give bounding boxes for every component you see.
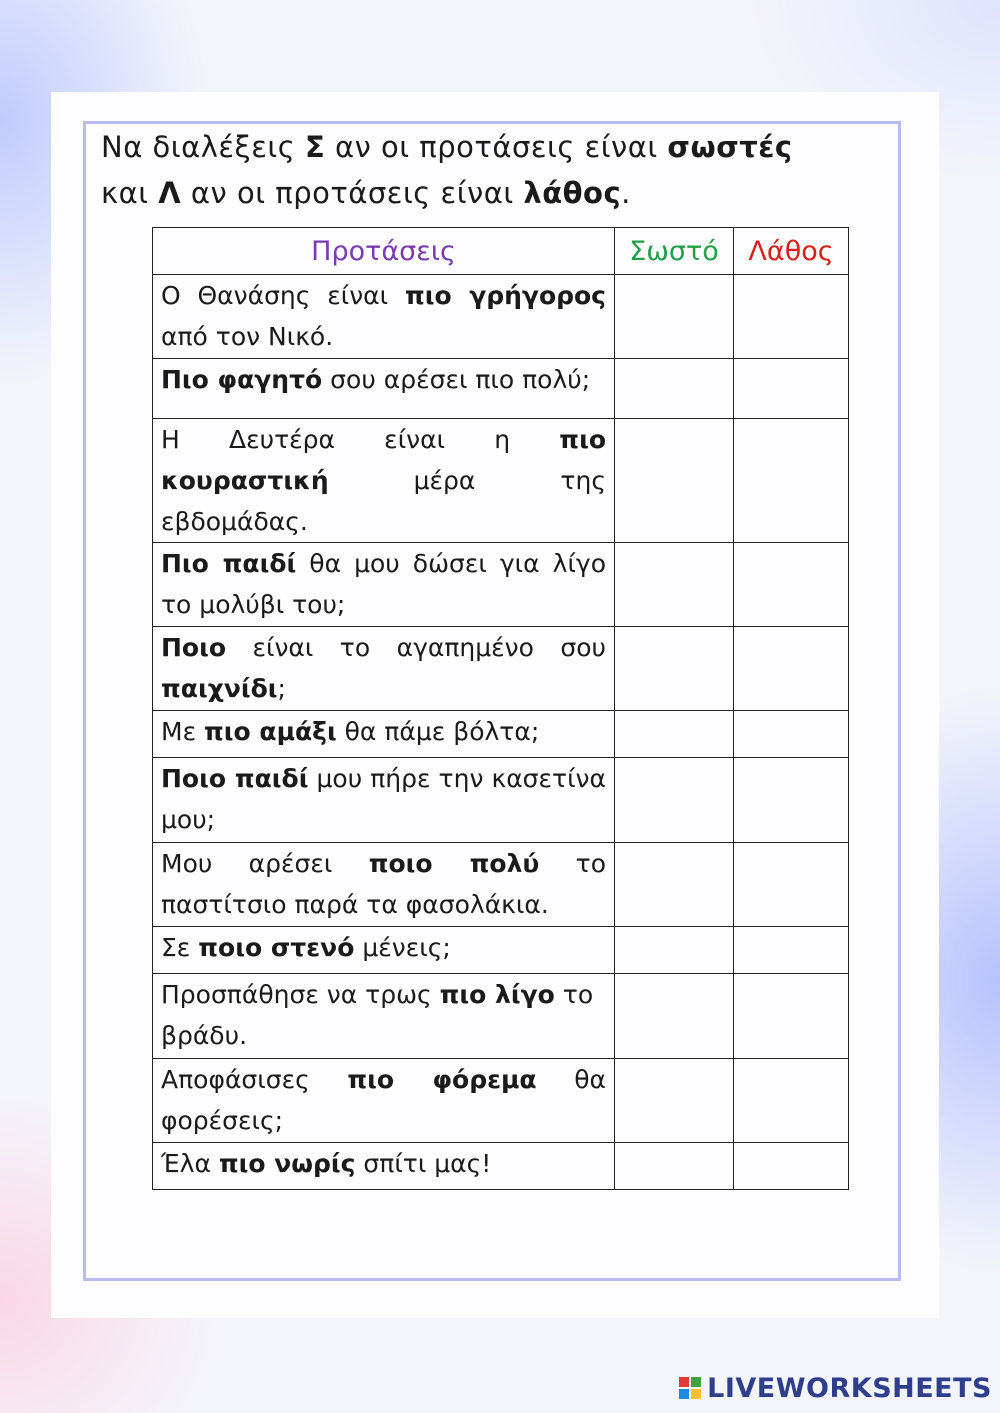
sentence-text: Η Δευτέρα είναι η bbox=[161, 425, 560, 454]
sentence-bold-text: πιο λίγο bbox=[439, 980, 555, 1009]
sentence-bold-text: πιο νωρίς bbox=[218, 1149, 356, 1178]
answer-cell-wrong[interactable] bbox=[734, 543, 849, 627]
sentence-text: θα φορέσεις; bbox=[161, 1065, 606, 1135]
sentence-text: Μου αρέσει bbox=[161, 849, 369, 878]
sentences-table bbox=[152, 227, 849, 1190]
answer-cell-wrong[interactable] bbox=[734, 974, 849, 1059]
answer-cell-wrong[interactable] bbox=[734, 1059, 849, 1143]
sentence-cell bbox=[153, 1143, 615, 1190]
answer-cell-wrong[interactable] bbox=[734, 419, 849, 543]
sentence-text: είναι το αγαπημένο σου bbox=[226, 633, 606, 662]
header-correct: Σωστό bbox=[615, 228, 734, 275]
answer-cell-wrong[interactable] bbox=[734, 927, 849, 974]
answer-cell-correct[interactable] bbox=[615, 275, 734, 359]
liveworksheets-logo bbox=[679, 1371, 992, 1405]
sentence-text: σπίτι μας! bbox=[355, 1149, 492, 1178]
table-row bbox=[153, 1143, 849, 1190]
sentence-text: μέρα της εβδομάδας. bbox=[161, 466, 606, 536]
answer-cell-correct[interactable] bbox=[615, 1059, 734, 1143]
answer-cell-wrong[interactable] bbox=[734, 711, 849, 758]
sentence-bold-text: Ποιο bbox=[161, 633, 227, 662]
sentence-cell bbox=[153, 275, 615, 359]
sentence-cell bbox=[153, 1059, 615, 1143]
table-row bbox=[153, 843, 849, 927]
answer-cell-correct[interactable] bbox=[615, 758, 734, 843]
answer-cell-wrong[interactable] bbox=[734, 758, 849, 843]
instructions bbox=[101, 124, 849, 216]
sentence-bold-text: πιο κουραστική bbox=[161, 425, 606, 495]
sentence-text: το παστίτσιο παρά τα φασολάκια. bbox=[161, 849, 606, 919]
sentence-text: θα μου δώσει για λίγο το μολύβι του; bbox=[161, 549, 606, 619]
sentence-text: Αποφάσισες bbox=[161, 1065, 348, 1094]
sentence-bold-text: παιχνίδι bbox=[161, 674, 278, 703]
table-header-row bbox=[153, 228, 849, 275]
instruction-text: Να διαλέξεις bbox=[101, 130, 305, 164]
instruction-text: αν οι προτάσεις είναι bbox=[181, 176, 524, 210]
header-sentences: Προτάσεις bbox=[153, 228, 615, 275]
answer-cell-correct[interactable] bbox=[615, 843, 734, 927]
sentence-text: Έλα bbox=[161, 1149, 219, 1178]
answer-cell-wrong[interactable] bbox=[734, 627, 849, 711]
sentence-cell bbox=[153, 627, 615, 711]
sentence-bold-text: πιο γρήγορος bbox=[404, 281, 607, 310]
table-row bbox=[153, 927, 849, 974]
answer-cell-correct[interactable] bbox=[615, 543, 734, 627]
sentence-text: μένεις; bbox=[354, 933, 451, 962]
sentence-cell bbox=[153, 843, 615, 927]
instruction-correct-word: σωστές bbox=[667, 130, 793, 164]
answer-cell-wrong[interactable] bbox=[734, 359, 849, 419]
table-row bbox=[153, 974, 849, 1059]
sentence-text: Ο Θανάσης είναι bbox=[161, 281, 405, 310]
instruction-period: . bbox=[621, 176, 631, 210]
sentence-text: Με bbox=[161, 717, 205, 746]
sentence-bold-text: πιο αμάξι bbox=[204, 717, 337, 746]
instruction-text: και bbox=[101, 176, 159, 210]
sentence-text: Προσπάθησε να τρως bbox=[161, 980, 440, 1009]
sentence-bold-text: Ποιο παιδί bbox=[161, 764, 309, 793]
answer-cell-correct[interactable] bbox=[615, 1143, 734, 1190]
sentence-text: από τον Νικό. bbox=[161, 322, 334, 351]
sentence-text: σου αρέσει πιο πολύ; bbox=[322, 365, 591, 394]
sentence-text: μου πήρε την κασετίνα μου; bbox=[161, 764, 606, 834]
table-row bbox=[153, 1059, 849, 1143]
header-wrong: Λάθος bbox=[734, 228, 849, 275]
sentence-text: ; bbox=[277, 674, 286, 703]
instruction-lambda: Λ bbox=[158, 176, 182, 210]
sentence-cell bbox=[153, 711, 615, 758]
liveworksheets-logo-icon bbox=[679, 1377, 701, 1399]
table-row bbox=[153, 711, 849, 758]
sentence-cell bbox=[153, 927, 615, 974]
instruction-wrong-word: λάθος bbox=[523, 176, 622, 210]
sentence-text: το βράδυ. bbox=[161, 980, 594, 1050]
sentence-bold-text: Πιο φαγητό bbox=[161, 365, 323, 394]
sentence-text: Σε bbox=[161, 933, 199, 962]
instruction-text: αν οι προτάσεις είναι bbox=[325, 130, 668, 164]
answer-cell-correct[interactable] bbox=[615, 974, 734, 1059]
sentence-bold-text: πιο φόρεμα bbox=[347, 1065, 537, 1094]
answer-cell-wrong[interactable] bbox=[734, 275, 849, 359]
sentence-cell bbox=[153, 543, 615, 627]
sentence-bold-text: ποιο πολύ bbox=[368, 849, 540, 878]
sentence-cell bbox=[153, 359, 615, 419]
table-row bbox=[153, 543, 849, 627]
sentence-cell bbox=[153, 758, 615, 843]
sentence-text: θα πάμε βόλτα; bbox=[336, 717, 540, 746]
answer-cell-correct[interactable] bbox=[615, 359, 734, 419]
answer-cell-correct[interactable] bbox=[615, 627, 734, 711]
table-row bbox=[153, 419, 849, 543]
logo-text: LIVEWORKSHEETS bbox=[707, 1372, 992, 1404]
instruction-sigma: Σ bbox=[304, 130, 326, 164]
sentence-cell bbox=[153, 974, 615, 1059]
table-row bbox=[153, 359, 849, 419]
sentence-bold-text: Πιο παιδί bbox=[161, 549, 297, 578]
answer-cell-correct[interactable] bbox=[615, 927, 734, 974]
table-row bbox=[153, 627, 849, 711]
table-row bbox=[153, 275, 849, 359]
sentence-cell bbox=[153, 419, 615, 543]
answer-cell-wrong[interactable] bbox=[734, 1143, 849, 1190]
answer-cell-correct[interactable] bbox=[615, 711, 734, 758]
answer-cell-wrong[interactable] bbox=[734, 843, 849, 927]
sentence-bold-text: ποιο στενό bbox=[198, 933, 355, 962]
table-row bbox=[153, 758, 849, 843]
answer-cell-correct[interactable] bbox=[615, 419, 734, 543]
